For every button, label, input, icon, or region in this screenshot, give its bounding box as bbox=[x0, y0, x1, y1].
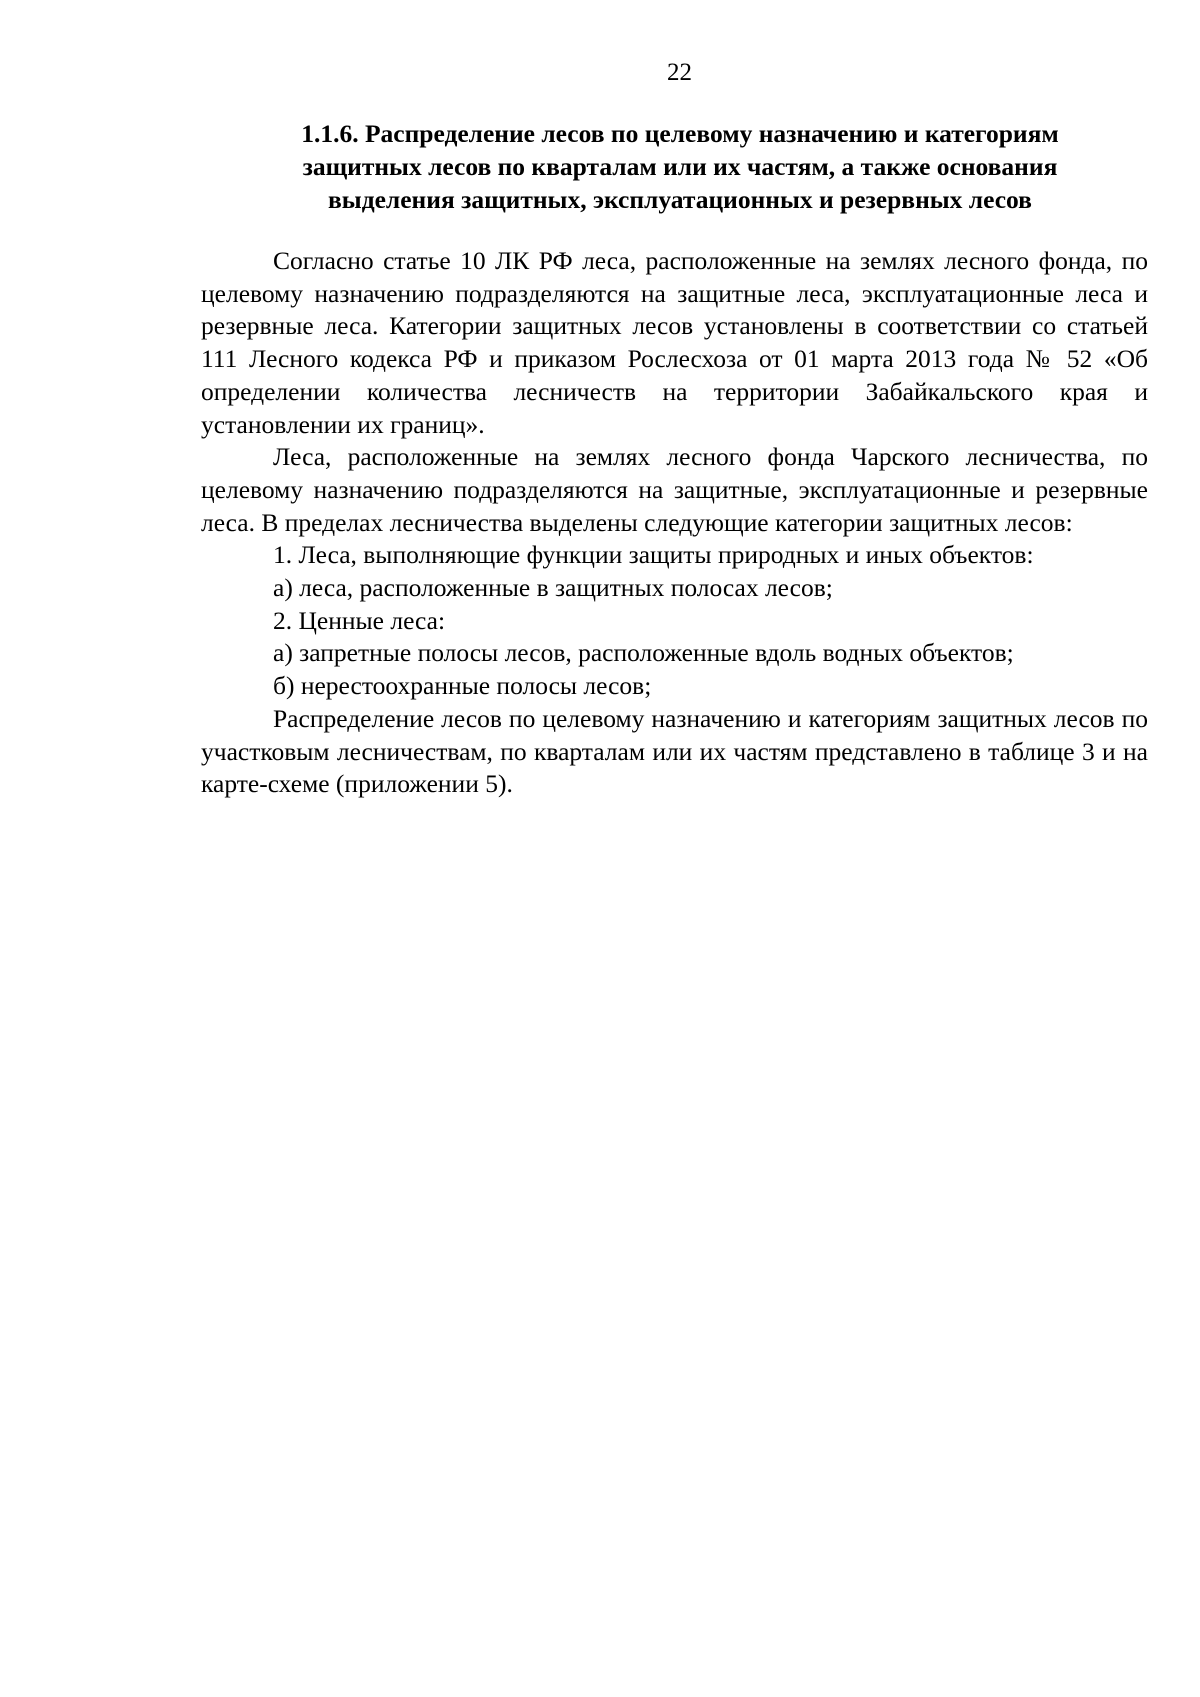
section-heading-line-3: выделения защитных, эксплуатационных и резервных лесов bbox=[328, 185, 1032, 214]
list-item-protective-functions: 1. Леса, выполняющие функции защиты природных и иных объектов: bbox=[273, 540, 1034, 570]
section-heading bbox=[200, 117, 1160, 216]
list-item-spawning-protection-strips: б) нерестоохранные полосы лесов; bbox=[273, 671, 652, 701]
list-item-protective-strips: а) леса, расположенные в защитных полосах лесов; bbox=[273, 573, 833, 603]
paragraph-forest-classification: Согласно статье 10 ЛК РФ леса, расположенные на землях лесного фонда, по целевому назначению подразделяются на защитные леса, эксплуатационные леса и резервные леса. Категории защитных лесов установлены в соответствии со статьей 111 Лесного кодекса РФ и приказом Рослесхоза от 01 марта 2013 года № 52 «Об определении количества лесничеств на территории Забайкальского края и установлении их границ». bbox=[201, 246, 1148, 439]
section-heading-line-1: 1.1.6. Распределение лесов по целевому назначению и категориям bbox=[301, 119, 1059, 148]
list-item-water-protection-strips: а) запретные полосы лесов, расположенные вдоль водных объектов; bbox=[273, 638, 1014, 668]
list-item-valuable-forests: 2. Ценные леса: bbox=[273, 605, 446, 635]
paragraph-distribution-reference: Распределение лесов по целевому назначению и категориям защитных лесов по участковым лесничествам, по кварталам или их частям представлено в таблице 3 и на карте-схеме (приложении 5). bbox=[201, 703, 1148, 799]
paragraph-charsky-forestry: Леса, расположенные на землях лесного фонда Чарского лесничества, по целевому назначению подразделяются на защитные, эксплуатационные и резервные леса. В пределах лесничества выделены следующие категории защитных лесов: bbox=[201, 442, 1148, 537]
document-body bbox=[201, 245, 1148, 801]
page-number: 22 bbox=[667, 59, 692, 86]
section-heading-line-2: защитных лесов по кварталам или их частям, а также основания bbox=[302, 152, 1058, 181]
